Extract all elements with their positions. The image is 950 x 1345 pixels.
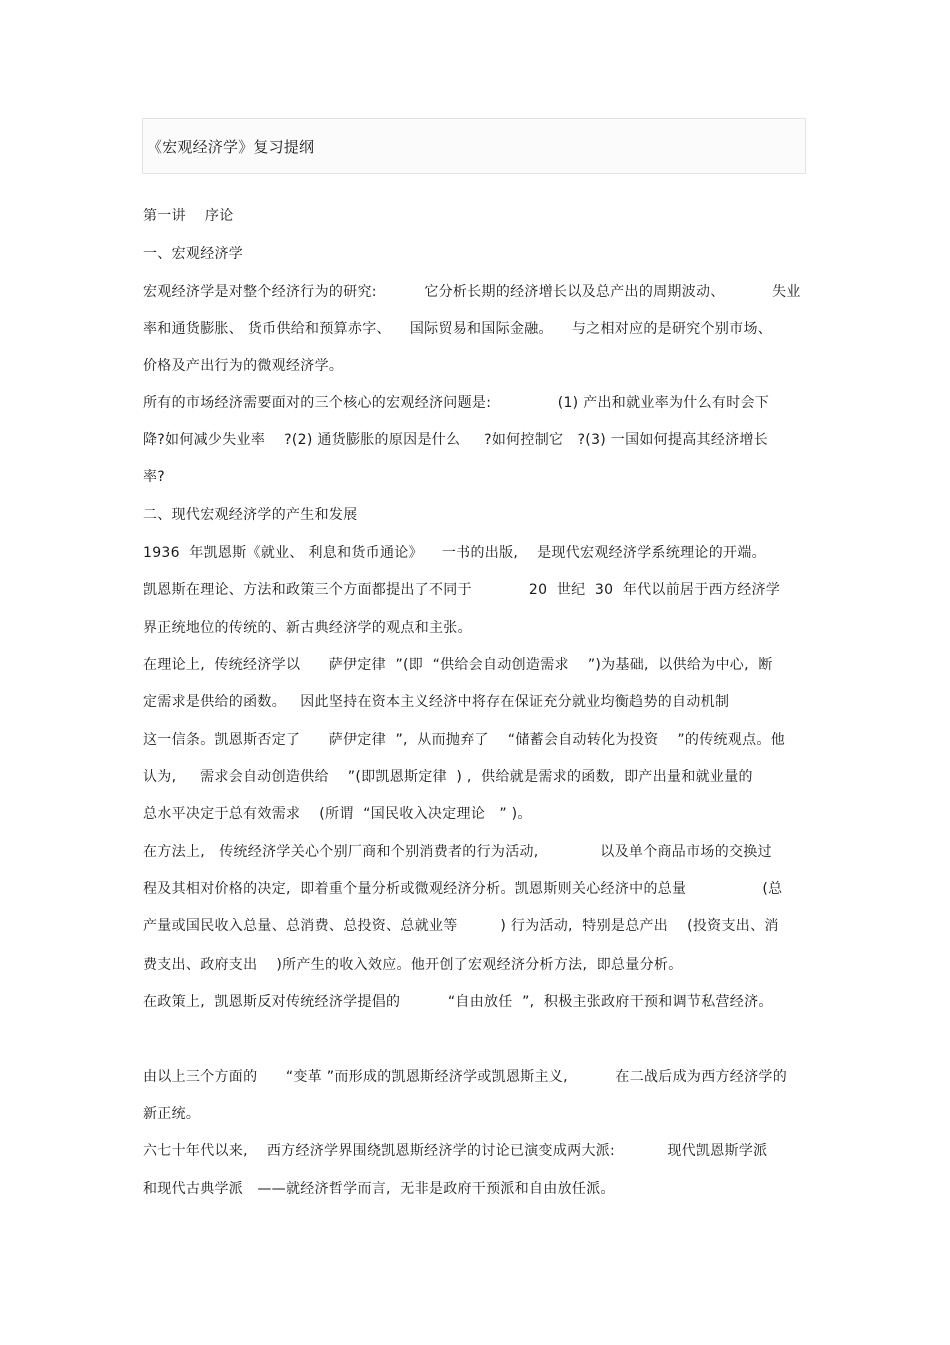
paragraph-line: 新正统。 bbox=[143, 1106, 201, 1122]
document-title: 《宏观经济学》复习提纲 bbox=[147, 138, 315, 156]
paragraph-line: 在方法上, 传统经济学关心个别厂商和个别消费者的行为活动, 以及单个商品市场的交换过 bbox=[143, 844, 772, 860]
paragraph-line: 界正统地位的传统的、新古典经济学的观点和主张。 bbox=[143, 620, 472, 636]
paragraph-line: 率和通货膨胀、 货币供给和预算赤字、 国际贸易和国际金融。 与之相对应的是研究个别市场、 bbox=[143, 321, 773, 337]
paragraph-line: 在理论上, 传统经济学以 萨伊定律 ”(即 “供给会自动创造需求 ”)为基础, 以供给为中心, 断 bbox=[143, 657, 773, 673]
section-heading: 二、现代宏观经济学的产生和发展 bbox=[143, 507, 358, 523]
paragraph-line: 所有的市场经济需要面对的三个核心的宏观经济问题是: (1) 产出和就业率为什么有时会下 bbox=[143, 395, 770, 411]
paragraph-line: 价格及产出行为的微观经济学。 bbox=[143, 358, 344, 374]
paragraph-line: 降?如何减少失业率 ?(2) 通货膨胀的原因是什么 ?如何控制它 ?(3) 一国如何提高其经济增长 bbox=[143, 432, 769, 448]
title-box bbox=[142, 118, 806, 174]
paragraph-line: 由以上三个方面的 “变革 ”而形成的凯恩斯经济学或凯恩斯主义, 在二战后成为西方经济学的 bbox=[143, 1069, 788, 1085]
section-heading: 一、宏观经济学 bbox=[143, 246, 244, 262]
paragraph-line: 六七十年代以来, 西方经济学界围绕凯恩斯经济学的讨论已演变成两大派: 现代凯恩斯学派 bbox=[143, 1143, 768, 1159]
paragraph-line: 产量或国民收入总量、总消费、总投资、总就业等 ) 行为活动, 特别是总产出 (投资支出、消 bbox=[143, 918, 779, 934]
paragraph-line: 这一信条。凯恩斯否定了 萨伊定律 ”, 从而抛弃了 “储蓄会自动转化为投资 ”的传统观点。他 bbox=[143, 732, 786, 748]
paragraph-line: 在政策上, 凯恩斯反对传统经济学提倡的 “自由放任 ”, 积极主张政府干预和调节私营经济。 bbox=[143, 994, 773, 1010]
lecture-heading: 第一讲 序论 bbox=[143, 208, 234, 224]
paragraph-line: 定需求是供给的函数。 因此坚持在资本主义经济中将存在保证充分就业均衡趋势的自动机制 bbox=[143, 694, 730, 710]
paragraph-line: 程及其相对价格的决定, 即着重个量分析或微观经济分析。凯恩斯则关心经济中的总量 (总 bbox=[143, 881, 783, 897]
paragraph-line: 总水平决定于总有效需求 (所谓 “国民收入决定理论 ” )。 bbox=[143, 806, 532, 822]
paragraph-line: 认为, 需求会自动创造供给 ”(即凯恩斯定律 ) , 供给就是需求的函数, 即产出量和就业量的 bbox=[143, 769, 753, 785]
paragraph-line: 宏观经济学是对整个经济行为的研究: 它分析长期的经济增长以及总产出的周期波动、 失业 bbox=[143, 284, 801, 300]
paragraph-line: 费支出、政府支出 )所产生的收入效应。他开创了宏观经济分析方法, 即总量分析。 bbox=[143, 957, 683, 973]
paragraph-line: 1936 年凯恩斯《就业、 利息和货币通论》 一书的出版, 是现代宏观经济学系统理论的开端。 bbox=[143, 545, 766, 561]
paragraph-line: 凯恩斯在理论、方法和政策三个方面都提出了不同于 20 世纪 30 年代以前居于西方经济学 bbox=[143, 582, 781, 598]
paragraph-line: 和现代古典学派 ——就经济哲学而言, 无非是政府干预派和自由放任派。 bbox=[143, 1181, 615, 1197]
paragraph-line: 率? bbox=[143, 469, 166, 485]
